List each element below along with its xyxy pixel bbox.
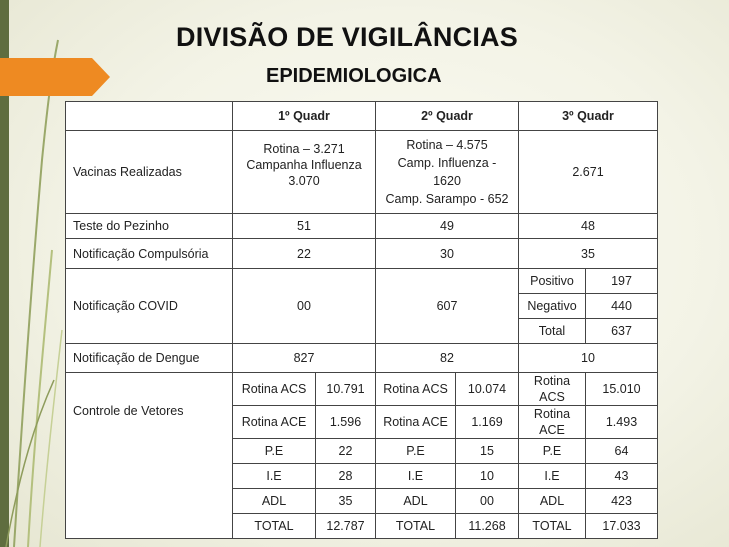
vetores-q2-value: 1.169 xyxy=(456,406,519,439)
table-row xyxy=(66,239,658,269)
vetores-q1-value: 12.787 xyxy=(316,514,376,539)
vetores-q2-name: ADL xyxy=(376,489,456,514)
vetores-q1-name: ADL xyxy=(233,489,316,514)
vetores-q3-name: I.E xyxy=(519,464,586,489)
vetores-q3-name: P.E xyxy=(519,439,586,464)
vetores-q2-value: 15 xyxy=(456,439,519,464)
cell-spacer xyxy=(236,189,372,203)
row-label-vacinas: Vacinas Realizadas xyxy=(66,131,233,214)
table-row xyxy=(66,131,658,214)
row-label-vetores: Controle de Vetores xyxy=(66,373,233,539)
surveillance-table xyxy=(65,101,658,539)
table-row xyxy=(66,373,658,406)
row-label-pezinho: Teste do Pezinho xyxy=(66,214,233,239)
vetores-q2-value: 10 xyxy=(456,464,519,489)
decorative-stroke xyxy=(14,40,58,547)
vetores-q1-value: 10.791 xyxy=(316,373,376,406)
vetores-q3-name: Rotina ACS xyxy=(519,373,586,406)
row-label-dengue: Notificação de Dengue xyxy=(66,344,233,373)
vetores-q1-name: P.E xyxy=(233,439,316,464)
covid-q3-positivo-label: Positivo xyxy=(519,269,586,294)
cell-line: 3.070 xyxy=(288,174,320,188)
header-row xyxy=(66,102,658,131)
cell-line: Rotina – 3.271 xyxy=(263,142,345,156)
vetores-q3-name: ADL xyxy=(519,489,586,514)
vetores-q3-value: 64 xyxy=(586,439,658,464)
covid-q3-positivo-value: 197 xyxy=(586,269,658,294)
cell-dengue-q2: 82 xyxy=(376,344,519,373)
cell-pezinho-q2: 49 xyxy=(376,214,519,239)
vetores-q1-name: Rotina ACS xyxy=(233,373,316,406)
covid-q3-negativo-label: Negativo xyxy=(519,294,586,319)
row-label-covid: Notificação COVID xyxy=(66,269,233,344)
orange-arrow-tab xyxy=(0,58,110,96)
vetores-q3-value: 423 xyxy=(586,489,658,514)
vetores-q1-name: TOTAL xyxy=(233,514,316,539)
header-q1: 1º Quadr xyxy=(233,102,376,131)
cell-dengue-q3: 10 xyxy=(519,344,658,373)
cell-line: 1620 xyxy=(433,174,461,188)
vetores-q3-value: 17.033 xyxy=(586,514,658,539)
slide-title: DIVISÃO DE VIGILÂNCIAS xyxy=(176,22,518,52)
vetores-q1-value: 35 xyxy=(316,489,376,514)
vetores-q2-value: 00 xyxy=(456,489,519,514)
vetores-q1-value: 22 xyxy=(316,439,376,464)
covid-q3-total-value: 637 xyxy=(586,319,658,344)
covid-q3-negativo-value: 440 xyxy=(586,294,658,319)
vetores-q3-name: Rotina ACE xyxy=(519,406,586,439)
table-row xyxy=(66,269,658,294)
cell-vacinas-q2 xyxy=(376,131,519,214)
cell-covid-q2: 607 xyxy=(376,269,519,344)
decorative-stroke xyxy=(40,330,62,547)
vetores-q3-name: TOTAL xyxy=(519,514,586,539)
table-row xyxy=(66,214,658,239)
covid-q3-total-label: Total xyxy=(519,319,586,344)
vetores-q3-value: 43 xyxy=(586,464,658,489)
cell-vacinas-q1 xyxy=(233,131,376,214)
vetores-q2-value: 11.268 xyxy=(456,514,519,539)
cell-line: Camp. Sarampo - 652 xyxy=(385,192,509,206)
table-row xyxy=(66,344,658,373)
cell-dengue-q1: 827 xyxy=(233,344,376,373)
decorative-stroke xyxy=(28,250,52,547)
cell-line: Campanha Influenza xyxy=(246,158,362,172)
cell-compulsoria-q2: 30 xyxy=(376,239,519,269)
vetores-q2-name: Rotina ACE xyxy=(376,406,456,439)
vetores-q1-name: Rotina ACE xyxy=(233,406,316,439)
vetores-q3-value: 15.010 xyxy=(586,373,658,406)
slide-subtitle: EPIDEMIOLOGICA xyxy=(266,65,442,87)
vetores-q1-value: 28 xyxy=(316,464,376,489)
cell-covid-q1: 00 xyxy=(233,269,376,344)
cell-vacinas-q3: 2.671 xyxy=(519,131,658,214)
vetores-q1-name: I.E xyxy=(233,464,316,489)
vetores-q1-value: 1.596 xyxy=(316,406,376,439)
vetores-q2-name: I.E xyxy=(376,464,456,489)
header-blank-cell xyxy=(66,102,233,131)
header-q3: 3º Quadr xyxy=(519,102,658,131)
cell-line: Rotina – 4.575 xyxy=(406,138,488,152)
vetores-q2-name: Rotina ACS xyxy=(376,373,456,406)
vetores-q3-value: 1.493 xyxy=(586,406,658,439)
vetores-q2-name: P.E xyxy=(376,439,456,464)
cell-compulsoria-q3: 35 xyxy=(519,239,658,269)
cell-line: Camp. Influenza - xyxy=(397,156,497,170)
row-label-compulsoria: Notificação Compulsória xyxy=(66,239,233,269)
cell-compulsoria-q1: 22 xyxy=(233,239,376,269)
cell-pezinho-q3: 48 xyxy=(519,214,658,239)
vetores-q2-name: TOTAL xyxy=(376,514,456,539)
vetores-q2-value: 10.074 xyxy=(456,373,519,406)
header-q2: 2º Quadr xyxy=(376,102,519,131)
cell-pezinho-q1: 51 xyxy=(233,214,376,239)
decorative-stroke xyxy=(6,380,54,547)
